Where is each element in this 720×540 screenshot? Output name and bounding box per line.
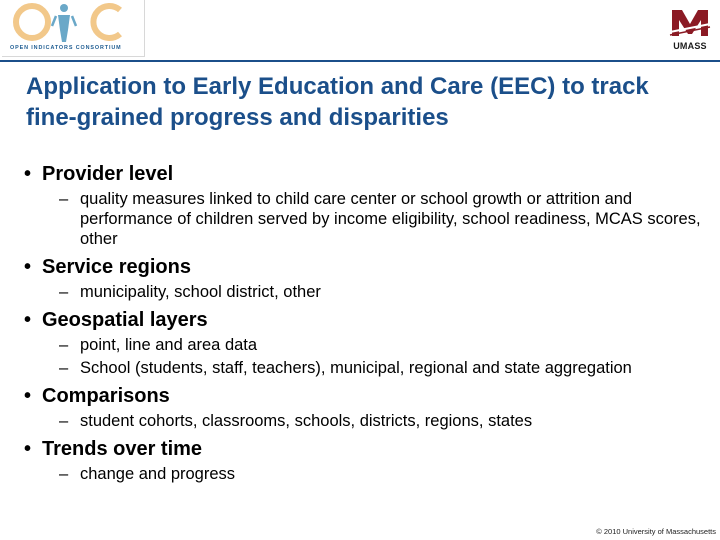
oic-logo bbox=[2, 0, 144, 58]
bullet-dot: • bbox=[24, 385, 32, 407]
oic-logo-mark bbox=[12, 0, 132, 44]
sub-item bbox=[24, 358, 704, 378]
sub-item bbox=[24, 464, 704, 484]
bullet-dot: • bbox=[24, 309, 32, 331]
umass-wordmark: UMASS bbox=[673, 41, 707, 51]
slide-title: Application to Early Education and Care (EEC) to track fine-grained progress and disparities bbox=[26, 73, 649, 131]
sub-text: change and progress bbox=[80, 465, 236, 483]
sub-dash: – bbox=[59, 359, 69, 377]
copyright-footer: © 2010 University of Massachusetts bbox=[596, 527, 716, 536]
bullet-label: Service regions bbox=[42, 256, 191, 278]
oic-tagline: OPEN INDICATORS CONSORTIUM bbox=[10, 45, 122, 51]
bullet-label: Comparisons bbox=[42, 385, 170, 407]
bullet-item bbox=[24, 384, 704, 408]
sub-item bbox=[24, 335, 704, 355]
header-rule bbox=[0, 60, 720, 62]
bullet-dot: • bbox=[24, 438, 32, 460]
sub-dash: – bbox=[59, 190, 69, 208]
sub-dash: – bbox=[59, 412, 69, 430]
sub-item bbox=[24, 282, 704, 302]
umass-logo bbox=[666, 4, 714, 54]
bullet-label: Trends over time bbox=[42, 438, 203, 460]
sub-text: municipality, school district, other bbox=[80, 283, 321, 301]
umass-mark-icon bbox=[668, 4, 712, 40]
bullet-item bbox=[24, 162, 704, 186]
sub-text: point, line and area data bbox=[80, 336, 258, 354]
bullet-dot: • bbox=[24, 256, 32, 278]
sub-item bbox=[24, 189, 704, 249]
bullet-item bbox=[24, 255, 704, 279]
bullet-label: Geospatial layers bbox=[42, 309, 208, 331]
sub-item bbox=[24, 411, 704, 431]
bullet-item bbox=[24, 308, 704, 332]
sub-text: School (students, staff, teachers), municipal, regional and state aggregation bbox=[80, 359, 632, 377]
bullet-item bbox=[24, 437, 704, 461]
sub-dash: – bbox=[59, 465, 69, 483]
sub-dash: – bbox=[59, 336, 69, 354]
sub-text: student cohorts, classrooms, schools, districts, regions, states bbox=[80, 412, 533, 430]
sub-dash: – bbox=[59, 283, 69, 301]
bullet-dot: • bbox=[24, 163, 32, 185]
bullet-list bbox=[24, 162, 704, 484]
sub-text: quality measures linked to child care center or school growth or attrition and performance of children served by income eligibility, school readiness, MCAS scores, other bbox=[80, 190, 701, 248]
bullet-label: Provider level bbox=[42, 163, 174, 185]
